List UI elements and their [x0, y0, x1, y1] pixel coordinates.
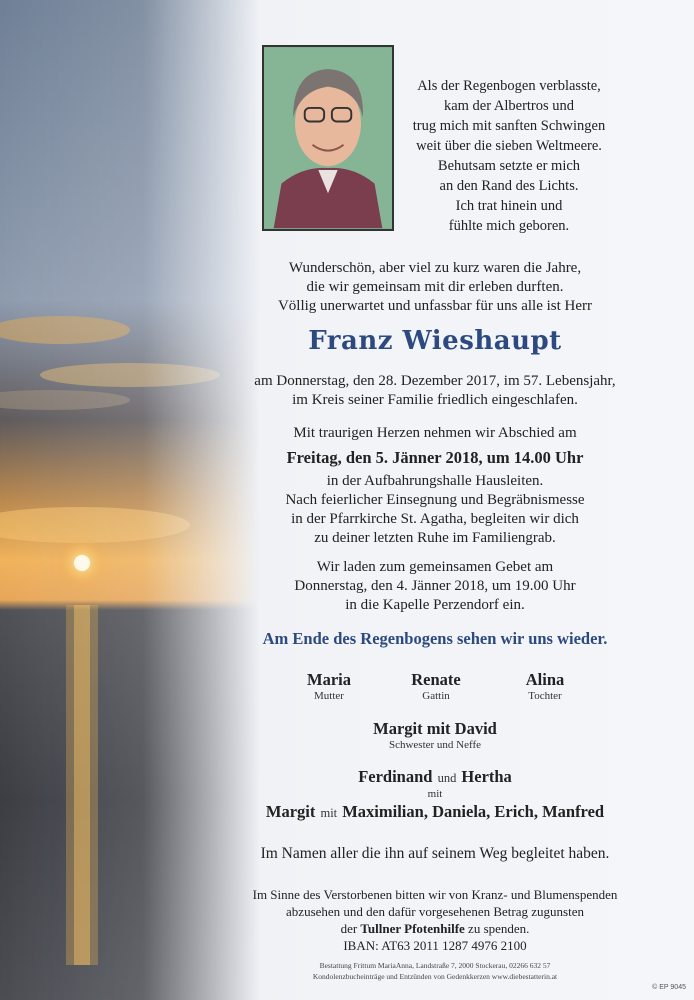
- poem-line: an den Rand des Lichts.: [439, 178, 579, 194]
- donation-line: Im Sinne des Verstorbenen bitten wir von Kranz- und Blumenspenden: [252, 887, 618, 902]
- portrait-photo: [262, 45, 394, 231]
- prayer-line: Wir laden zum gemeinsamen Gebet am: [316, 559, 554, 575]
- family-group-ferdinand-hertha: [220, 767, 650, 800]
- family-name: Maximilian, Daniela, Erich, Manfred: [342, 802, 605, 821]
- family-name: Ferdinand: [358, 767, 433, 786]
- donation-line: [220, 920, 650, 937]
- intro-line: die wir gemeinsam mit dir erleben durften.: [306, 279, 564, 295]
- intro-line: Wunderschön, aber viel zu kurz waren die Jahre,: [288, 260, 582, 276]
- member-name: Renate: [411, 670, 461, 689]
- poem-line: weit über die sieben Weltmeere.: [416, 138, 602, 154]
- prayer-line: in die Kapelle Perzendorf ein.: [345, 597, 525, 613]
- member-name: Alina: [525, 670, 565, 689]
- undertaker-footer: [220, 960, 650, 982]
- poem-line: Als der Regenbogen verblasste,: [417, 78, 601, 94]
- funeral-date: Freitag, den 5. Jänner 2018, um 14.00 Uhr: [286, 448, 584, 467]
- member-relation: Gattin: [422, 690, 450, 702]
- iban: IBAN: AT63 2011 1287 4976 2100: [343, 938, 527, 953]
- member-relation: Tochter: [528, 690, 562, 702]
- funeral-line: zu deiner letzten Ruhe im Familiengrab.: [314, 530, 556, 546]
- family-member: [279, 670, 379, 703]
- document-code: © EP 9045: [652, 984, 686, 991]
- family-name: Margit mit David: [373, 719, 497, 738]
- member-relation: Mutter: [314, 690, 344, 702]
- family-name: Margit: [265, 802, 316, 821]
- funeral-line: in der Pfarrkirche St. Agatha, begleiten wir dich: [291, 511, 579, 527]
- prayer-details: [220, 558, 650, 615]
- donation-notice: [220, 886, 650, 954]
- family-member: [495, 670, 595, 703]
- family-member: [386, 670, 486, 703]
- poem-line: trug mich mit sanften Schwingen: [412, 118, 606, 134]
- donation-line: abzusehen und den dafür vorgesehenen Betrag zugunsten: [286, 904, 584, 919]
- funeral-details: [220, 472, 650, 548]
- family-group-margit-david: [220, 719, 650, 752]
- conjunction: mit: [427, 788, 443, 800]
- intro-line: Völlig unerwartet und unfassbar für uns alle ist Herr: [277, 298, 593, 314]
- funeral-line: Nach feierlicher Einsegnung und Begräbnismesse: [285, 492, 585, 508]
- poem-line: kam der Albertros und: [443, 98, 575, 114]
- farewell-intro: Mit traurigen Herzen nehmen wir Abschied am: [293, 425, 577, 441]
- poem-line: fühlte mich geboren.: [448, 218, 570, 234]
- family-name: Hertha: [461, 767, 512, 786]
- death-line: am Donnerstag, den 28. Dezember 2017, im 57. Lebensjahr,: [254, 373, 616, 389]
- conjunction: und: [437, 771, 457, 785]
- footer-line: Bestattung Frittum MariaAnna, Landstraße 7, 2000 Stockerau, 02266 632 57: [319, 961, 551, 970]
- intro-text: [220, 259, 650, 316]
- deceased-name: Franz Wieshaupt: [308, 326, 562, 356]
- family-group-margit-children: [220, 802, 650, 822]
- death-notice: [220, 372, 650, 410]
- poem-line: Behutsam setzte er mich: [437, 158, 581, 174]
- family-relation: Schwester und Neffe: [388, 739, 482, 751]
- funeral-line: in der Aufbahrungshalle Hausleiten.: [326, 473, 544, 489]
- charity-name: Tullner Pfotenhilfe: [360, 921, 465, 936]
- closing-line: Im Namen aller die ihn auf seinem Weg begleitet haben.: [260, 845, 610, 862]
- poem-line: Ich trat hinein und: [455, 198, 563, 214]
- member-name: Maria: [307, 670, 351, 689]
- motto: Am Ende des Regenbogens sehen wir uns wieder.: [262, 629, 608, 648]
- donation-text: der: [340, 921, 358, 936]
- conjunction: mit: [320, 806, 338, 820]
- donation-text: zu spenden.: [468, 921, 530, 936]
- footer-line: Kondolenzbucheinträge und Entzünden von Gedenkkerzen www.diebestatterin.at: [312, 972, 558, 981]
- prayer-line: Donnerstag, den 4. Jänner 2018, um 19.00 Uhr: [294, 578, 576, 594]
- death-line: im Kreis seiner Familie friedlich eingeschlafen.: [292, 392, 578, 408]
- poem: [396, 76, 622, 236]
